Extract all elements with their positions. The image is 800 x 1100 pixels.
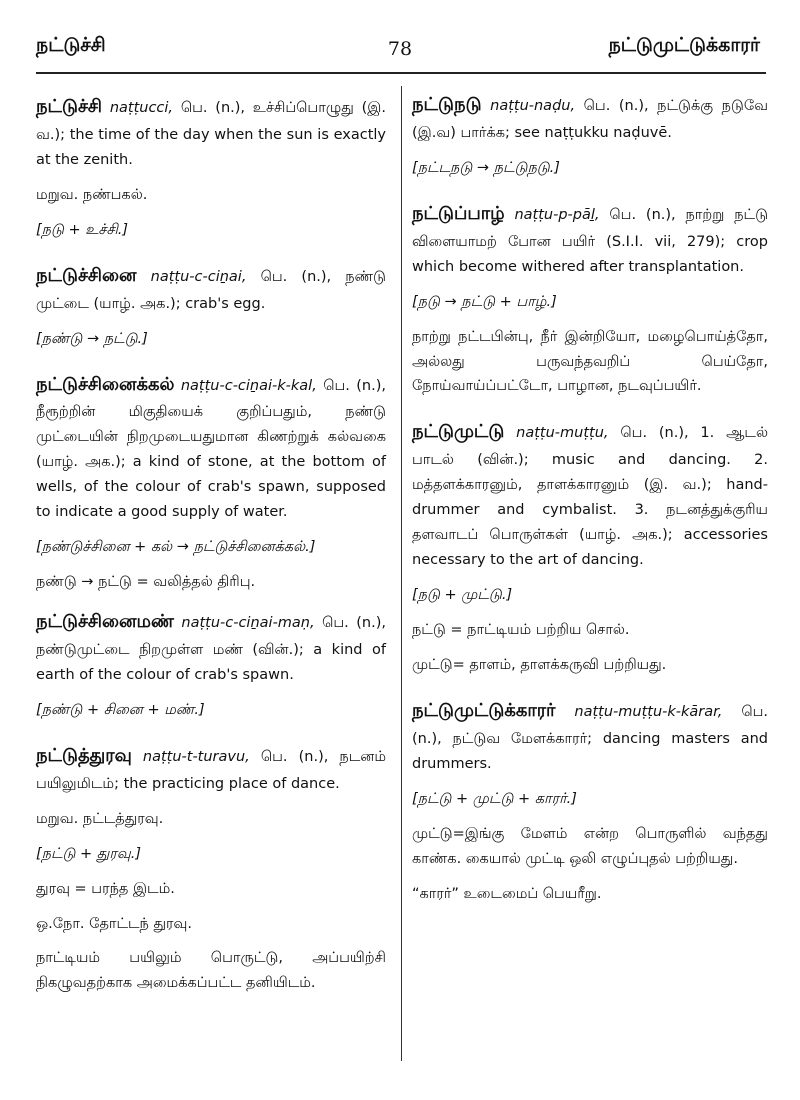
note: முட்டு=இங்கு மேளம் என்ற பொருளில் வந்தது காண்க. கையால் முட்டி ஒலி எழுப்புதல் பற்றியது.	[412, 825, 768, 867]
transliteration: naṭṭu-c-ciṉai-maṇ,	[181, 615, 315, 632]
transliteration: naṭṭu-c-ciṉai-k-kal,	[180, 377, 317, 394]
headword: நட்டுச்சினைக்கல்	[36, 373, 175, 395]
entry-definition	[36, 741, 386, 797]
transliteration: naṭṭu-p-pāḻ,	[514, 206, 600, 223]
transliteration: naṭṭu-c-ciṉai,	[150, 268, 247, 285]
page-number: 78	[387, 38, 413, 60]
etymology: [நடு + முட்டு.]	[412, 587, 513, 604]
etymology: [நட்டு + முட்டு + காரர்.]	[412, 790, 577, 807]
header-right-guideword: நட்டுமுட்டுக்காரர்	[608, 34, 760, 56]
etymology: [நடு → நட்டு + பாழ்.]	[412, 293, 557, 310]
entry	[36, 741, 386, 997]
headword: நட்டுமுட்டு	[412, 421, 505, 443]
entry	[412, 696, 768, 907]
etymology: [நட்டநடு → நட்டுநடு.]	[412, 159, 560, 176]
headword: நட்டுச்சினைமண்	[36, 611, 174, 633]
header-left-guideword: நட்டுச்சி	[36, 34, 106, 56]
left-column	[36, 92, 386, 1008]
entry-definition	[412, 417, 768, 573]
definition-text: பெ. (n.), 1. ஆடல் பாடல் (வின்.); music and dancing. 2. மத்தளக்காரனும், தாளக்காரனும் (இ. வ.); hand-drummer and cymbalist. 3. நடனத்துக்குரிய தளவாடப் பொருள்கள் (யாழ். அக.); accessories necessary to the art of dancing.	[412, 425, 769, 569]
definition-text: பெ. (n.), நண்டுமுட்டை நிறமுள்ள மண் (வின்.); a kind of earth of the colour of crab's spawn.	[36, 615, 386, 683]
etymology: [நண்டுச்சினை + கல் → நட்டுச்சினைக்கல்.]	[36, 539, 316, 556]
definition-text: பெ. (n.), நட்டுவ மேளக்காரர்; dancing masters and drummers.	[412, 703, 769, 772]
entry	[412, 90, 768, 181]
note: முட்டு= தாளம், தாளக்கருவி பற்றியது.	[412, 656, 667, 673]
entry	[36, 607, 386, 723]
entry	[412, 199, 768, 400]
definition-text: பெ. (n.), நாற்று நட்டு விளையாமற் போன பயிர் (S.I.I. vii, 279); crop which become withered after transplantation.	[412, 206, 769, 275]
headword: நட்டுத்துரவு	[36, 744, 132, 766]
headword: நட்டுச்சி	[36, 96, 103, 117]
entry-definition	[412, 696, 768, 777]
note: மறுவ. நட்டத்துரவு.	[36, 810, 164, 827]
entry	[36, 261, 386, 352]
entry	[412, 417, 768, 677]
headword: நட்டுப்பாழ்	[412, 202, 505, 224]
note: நட்டு = நாட்டியம் பற்றிய சொல்.	[412, 621, 630, 638]
etymology: [நண்டு → நட்டு.]	[36, 330, 148, 347]
definition-text: பெ. (n.), நீரூற்றின் மிகுதியைக் குறிப்பதும், நண்டு முட்டையின் நிறமுடையதுமான கிணற்றுக் கல்வகை (யாழ். அக.); a kind of stone, at the bottom of wells, of the colour of crab's spawn, supposed to indicate a good supply of water.	[36, 377, 386, 521]
note: ஒ.நோ. தோட்டந் துரவு.	[36, 915, 193, 932]
etymology: [நட்டு + துரவு.]	[36, 845, 142, 862]
note: மறுவ. நண்பகல்.	[36, 186, 148, 203]
headword: நட்டுச்சினை	[36, 264, 137, 286]
note: “காரர்” உடைமைப் பெயரீறு.	[412, 885, 602, 902]
entry-definition	[412, 199, 768, 280]
etymology: [நண்டு + சினை + மண்.]	[36, 701, 205, 718]
note: துரவு = பரந்த இடம்.	[36, 880, 175, 897]
entry	[36, 370, 386, 596]
entry-definition	[36, 607, 386, 688]
note: நாற்று நட்டபின்பு, நீர் இன்றியோ, மழைபொய்த்தோ, அல்லது பருவந்தவறிப் பெய்தோ, நோய்வாய்ப்பட்டோ, பாழான, நடவுப்பயிர்.	[412, 328, 768, 395]
entry-definition	[412, 90, 768, 146]
definition-text: பெ. (n.), உச்சிப்பொழுது (இ. வ.); the time of the day when the sun is exactly at the zenith.	[36, 100, 387, 168]
transliteration: naṭṭucci,	[109, 100, 174, 116]
entry	[36, 92, 386, 243]
definition-text: பெ. (n.), நட்டுக்கு நடுவே (இ.வ) பார்க்க; see naṭṭukku naḍuvē.	[412, 98, 769, 141]
entry-definition	[36, 370, 386, 526]
entry-definition	[36, 92, 386, 173]
column-divider	[401, 86, 402, 1061]
transliteration: naṭṭu-muṭṭu,	[516, 425, 609, 442]
transliteration: naṭṭu-naḍu,	[490, 98, 576, 114]
headword: நட்டுநடு	[412, 94, 482, 115]
etymology: [நடு + உச்சி.]	[36, 221, 129, 238]
entry-definition	[36, 261, 386, 317]
transliteration: naṭṭu-muṭṭu-k-kārar,	[574, 703, 723, 720]
right-column	[412, 90, 768, 918]
note: நண்டு → நட்டு = வலித்தல் திரிபு.	[36, 574, 256, 591]
headword: நட்டுமுட்டுக்காரர்	[412, 699, 556, 721]
definition-text: பெ. (n.), நண்டு முட்டை (யாழ். அக.); crab's egg.	[36, 268, 387, 312]
header-rule	[36, 72, 766, 74]
transliteration: naṭṭu-t-turavu,	[142, 748, 250, 765]
definition-text: பெ. (n.), நடனம் பயிலுமிடம்; the practicing place of dance.	[36, 748, 386, 792]
note: நாட்டியம் பயிலும் பொருட்டு, அப்பயிற்சி நிகழுவதற்காக அமைக்கப்பட்ட தனியிடம்.	[36, 950, 386, 992]
